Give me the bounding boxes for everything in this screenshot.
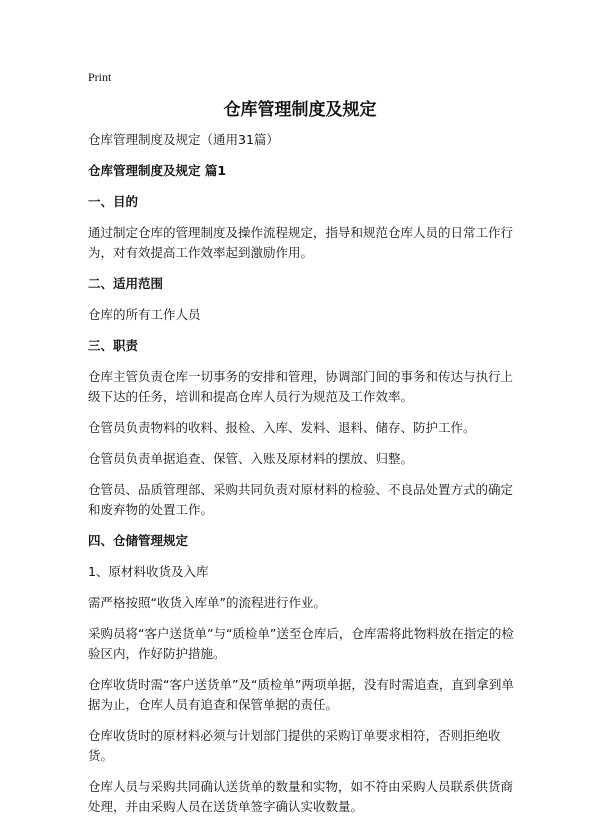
paragraph: 通过制定仓库的管理制度及操作流程规定，指导和规范仓库人员的日常工作行为，对有效提高工作效率起到激励作用。 bbox=[88, 225, 514, 260]
paragraph: 仓管员负责单据追查、保管、入账及原材料的摆放、归整。 bbox=[88, 451, 414, 466]
paragraph: 仓管员、品质管理部、采购共同负责对原材料的检验、不良品处置方式的确定和废弃物的处置工作。 bbox=[88, 482, 514, 517]
paragraph: 仓库收货时需“客户送货单”及“质检单”两项单据，没有时需追查，直到拿到单据为止，仓库人员有追查和保管单据的责任。 bbox=[88, 677, 514, 712]
document-body bbox=[88, 130, 514, 828]
paragraph: 仓库人员与采购共同确认送货单的数量和实物，如不符由采购人员联系供货商处理，并由采购人员在送货单签字确认实收数量。 bbox=[88, 779, 514, 814]
heading-storage-rules: 四、仓储管理规定 bbox=[88, 533, 189, 548]
heading-purpose: 一、目的 bbox=[88, 194, 139, 209]
paragraph: 仓管员负责物料的收料、报检、入库、发料、退料、储存、防护工作。 bbox=[88, 420, 476, 435]
paragraph: 1、原材料收货及入库 bbox=[88, 564, 209, 579]
document-subtitle: 仓库管理制度及规定（通用31篇） bbox=[88, 132, 279, 147]
document-title: 仓库管理制度及规定 bbox=[223, 100, 377, 120]
print-link[interactable]: Print bbox=[88, 70, 112, 84]
heading-scope: 二、适用范围 bbox=[88, 276, 164, 291]
heading-duties: 三、职责 bbox=[88, 338, 139, 353]
paragraph: 需严格按照“收货入库单”的流程进行作业。 bbox=[88, 595, 326, 610]
paragraph: 仓库的所有工作人员 bbox=[88, 307, 201, 322]
paragraph: 仓库收货时的原材料必须与计划部门提供的采购订单要求相符，否则拒绝收货。 bbox=[88, 728, 501, 763]
paragraph: 采购员将“客户送货单”与“质检单”送至仓库后，仓库需将此物料放在指定的检验区内，作好防护措施。 bbox=[88, 626, 514, 661]
section-heading: 仓库管理制度及规定 篇1 bbox=[88, 163, 227, 178]
paragraph: 仓库主管负责仓库一切事务的安排和管理，协调部门间的事务和传达与执行上级下达的任务，培训和提高仓库人员行为规范及工作效率。 bbox=[88, 369, 514, 404]
